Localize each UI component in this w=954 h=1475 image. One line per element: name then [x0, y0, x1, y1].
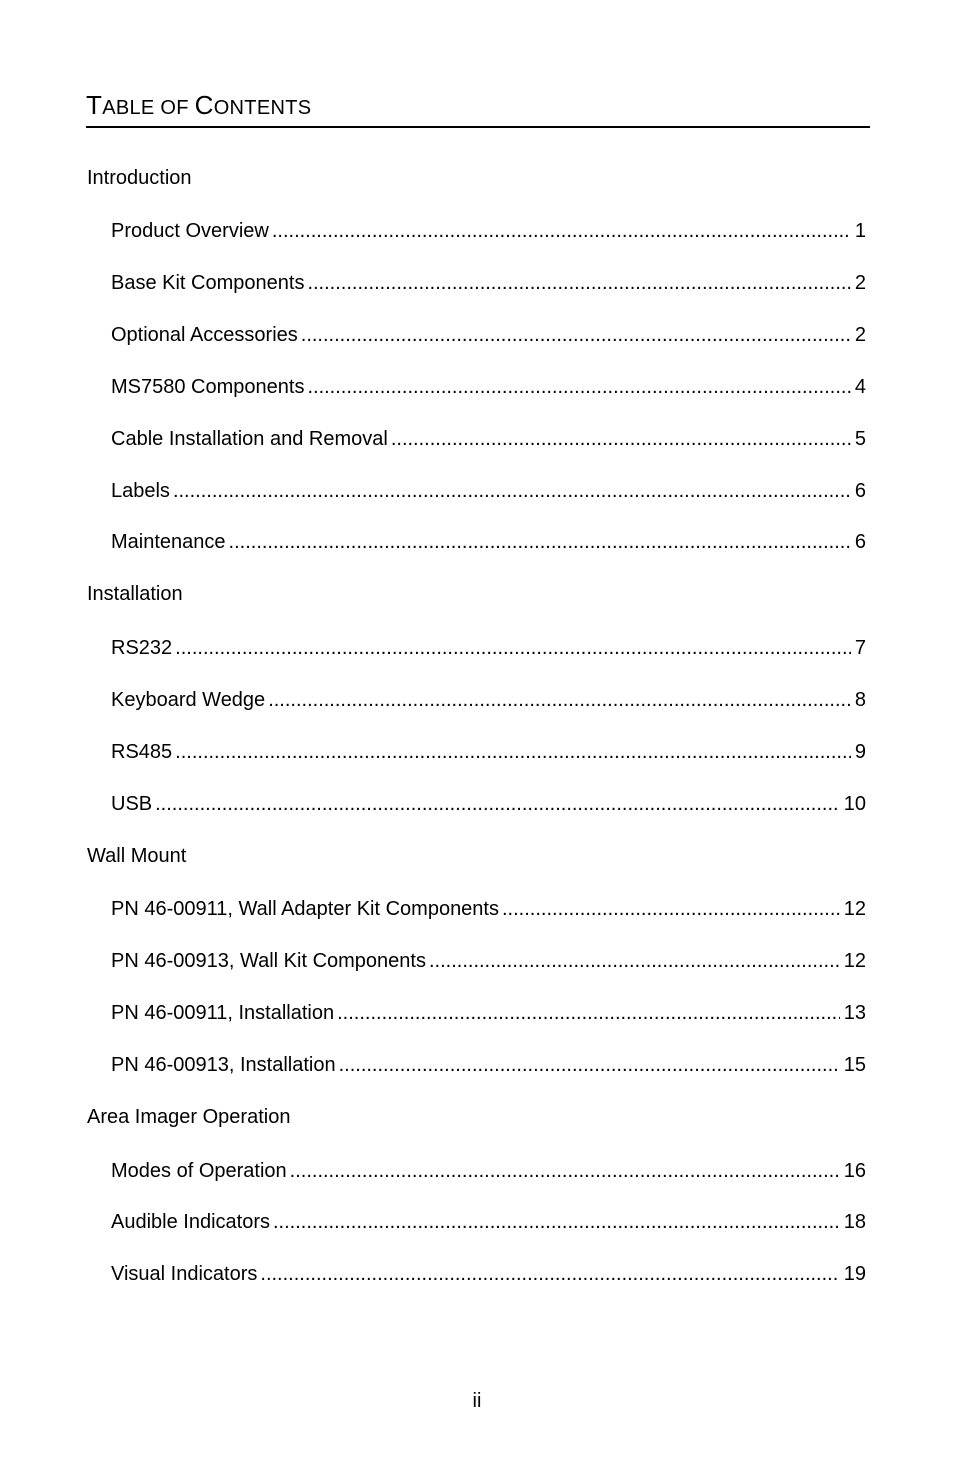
toc-entry[interactable] [111, 792, 866, 816]
entry-page-number: 9 [854, 741, 866, 763]
toc-entry[interactable] [111, 375, 866, 399]
entry-page-number: 6 [854, 531, 866, 553]
dot-leader [502, 897, 840, 921]
section-heading: Area Imager Operation [87, 1106, 291, 1128]
page-title [86, 90, 870, 128]
toc-entry[interactable] [111, 530, 866, 554]
entry-label: Cable Installation and Removal [111, 428, 388, 450]
entry-label: Optional Accessories [111, 324, 298, 346]
toc-entry[interactable] [111, 271, 866, 295]
entry-page-number: 6 [854, 480, 866, 502]
section-heading: Installation [87, 583, 183, 605]
entry-label: Visual Indicators [111, 1263, 258, 1285]
entry-page-number: 10 [843, 793, 866, 815]
entry-page-number: 7 [854, 637, 866, 659]
title-part: C [194, 90, 214, 120]
toc-entry[interactable] [111, 688, 866, 712]
entry-page-number: 19 [843, 1263, 866, 1285]
toc-entry[interactable] [111, 1159, 866, 1183]
title-part: T [86, 90, 103, 120]
entry-label: PN 46-00911, Installation [111, 1002, 335, 1024]
entry-label: MS7580 Components [111, 376, 305, 398]
toc-entry[interactable] [111, 479, 866, 503]
title-part: ONTENTS [213, 97, 312, 119]
toc-entry[interactable] [111, 323, 866, 347]
dot-leader [391, 427, 851, 451]
dot-leader [273, 1210, 840, 1234]
toc-entry[interactable] [111, 1210, 866, 1234]
toc-entry[interactable] [111, 427, 866, 451]
toc-entry[interactable] [111, 1053, 866, 1077]
entry-page-number: 2 [854, 272, 866, 294]
dot-leader [429, 949, 840, 973]
toc-entry[interactable] [111, 897, 866, 921]
entry-page-number: 12 [843, 950, 866, 972]
entry-label: PN 46-00913, Wall Kit Components [111, 950, 426, 972]
toc-entry[interactable] [111, 636, 866, 660]
title-part: ABLE OF [102, 97, 195, 119]
dot-leader [307, 271, 850, 295]
entry-label: Product Overview [111, 220, 269, 242]
dot-leader [290, 1159, 840, 1183]
entry-label: Base Kit Components [111, 272, 305, 294]
dot-leader [337, 1001, 840, 1025]
dot-leader [268, 688, 851, 712]
entry-page-number: 15 [843, 1054, 866, 1076]
entry-page-number: 8 [854, 689, 866, 711]
dot-leader [173, 479, 851, 503]
entry-label: Labels [111, 480, 170, 502]
dot-leader [155, 792, 840, 816]
entry-page-number: 16 [843, 1160, 866, 1182]
entry-label: Modes of Operation [111, 1160, 287, 1182]
section-heading: Introduction [87, 167, 192, 189]
dot-leader [260, 1262, 839, 1286]
entry-label: Audible Indicators [111, 1211, 270, 1233]
entry-label: RS232 [111, 637, 173, 659]
entry-page-number: 13 [843, 1002, 866, 1024]
dot-leader [301, 323, 851, 347]
entry-label: Keyboard Wedge [111, 689, 266, 711]
dot-leader [175, 636, 851, 660]
entry-page-number: 5 [854, 428, 866, 450]
toc-entry[interactable] [111, 740, 866, 764]
entry-page-number: 18 [843, 1211, 866, 1233]
entry-page-number: 4 [854, 376, 866, 398]
entry-label: PN 46-00913, Installation [111, 1054, 336, 1076]
toc-entry[interactable] [111, 1001, 866, 1025]
dot-leader [229, 530, 851, 554]
page-number: ii [472, 1390, 482, 1412]
entry-label: USB [111, 793, 153, 815]
section-heading: Wall Mount [87, 845, 187, 867]
entry-label: Maintenance [111, 531, 226, 553]
toc-entry[interactable] [111, 949, 866, 973]
toc-entry[interactable] [111, 219, 866, 243]
entry-page-number: 12 [843, 898, 866, 920]
toc-entry[interactable] [111, 1262, 866, 1286]
entry-label: PN 46-00911, Wall Adapter Kit Components [111, 898, 499, 920]
dot-leader [307, 375, 850, 399]
entry-label: RS485 [111, 741, 173, 763]
dot-leader [272, 219, 851, 243]
dot-leader [175, 740, 851, 764]
dot-leader [339, 1053, 840, 1077]
entry-page-number: 1 [854, 220, 866, 242]
entry-page-number: 2 [854, 324, 866, 346]
